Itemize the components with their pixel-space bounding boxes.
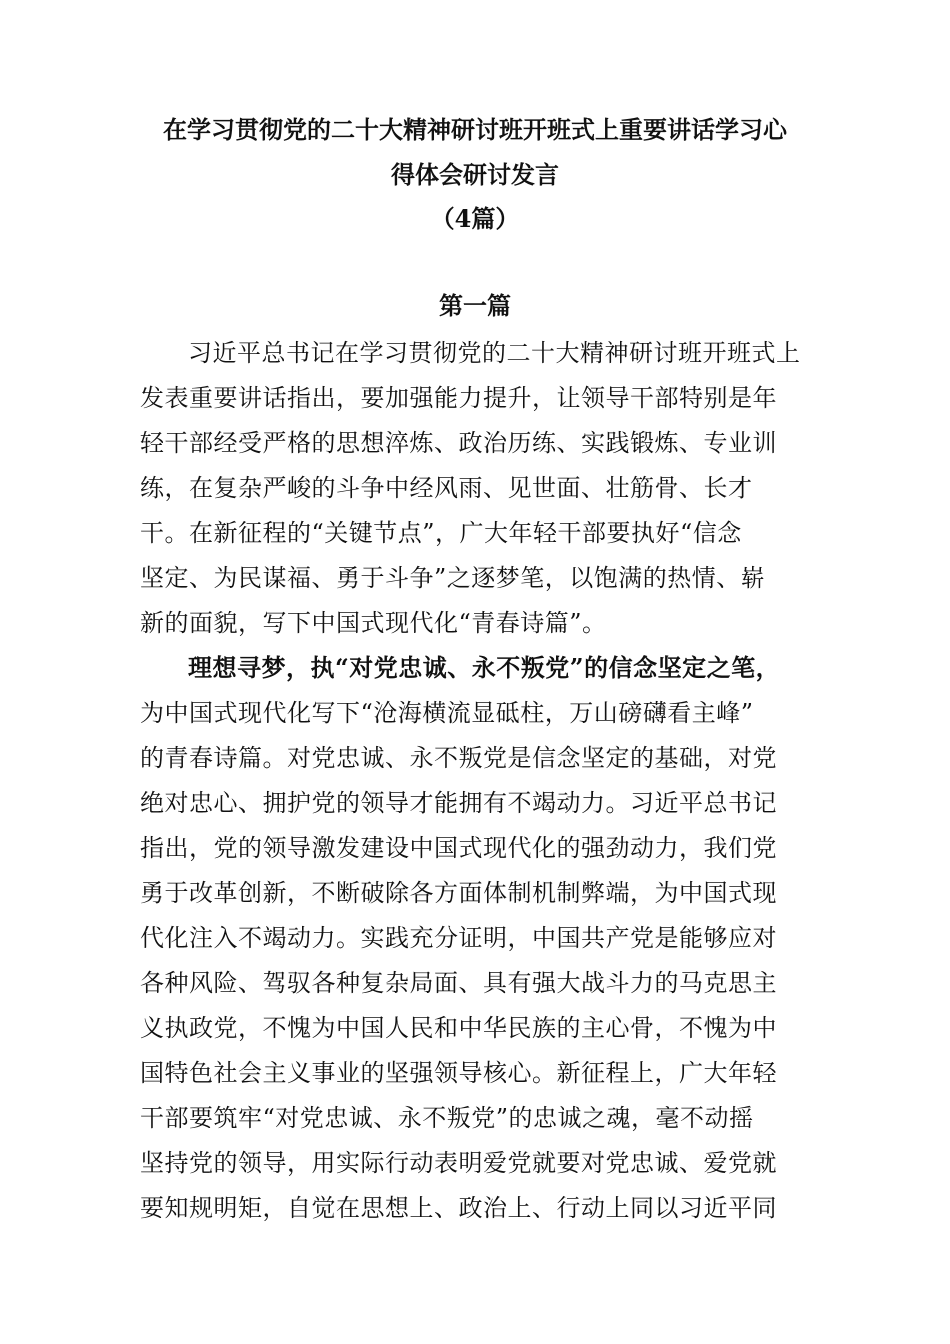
paragraph-1-line: 坚定、为民谋福、勇于斗争”之逐梦笔，以饱满的热情、崭	[140, 564, 766, 592]
paragraph-2-line: 绝对忠心、拥护党的领导才能拥有不竭动力。习近平总书记	[140, 789, 777, 817]
paragraph-2-line: 要知规明矩，自觉在思想上、政治上、行动上同以习近平同	[140, 1194, 777, 1222]
paragraph-2-line: 义执政党，不愧为中国人民和中华民族的主心骨，不愧为中	[140, 1014, 777, 1042]
paragraph-2-line: 代化注入不竭动力。实践充分证明，中国共产党是能够应对	[140, 924, 777, 952]
paragraph-1-line: 练，在复杂严峻的斗争中经风雨、见世面、壮筋骨、长才	[140, 474, 753, 502]
document-title-line-2: 得体会研讨发言	[391, 160, 559, 189]
document-title-count: （4篇）	[430, 204, 520, 233]
paragraph-2-lead: 理想寻梦，执“对党忠诚、永不叛党”的信念坚定之笔，	[188, 653, 781, 682]
document-title-line-1: 在学习贯彻党的二十大精神研讨班开班式上重要讲话学习心	[163, 115, 787, 144]
paragraph-1-line: 习近平总书记在学习贯彻党的二十大精神研讨班开班式上	[188, 339, 801, 367]
paragraph-2-line: 指出，党的领导激发建设中国式现代化的强劲动力，我们党	[140, 834, 777, 862]
paragraph-2-line: 勇于改革创新，不断破除各方面体制机制弊端，为中国式现	[140, 879, 777, 907]
paragraph-1-line: 新的面貌，写下中国式现代化“青春诗篇”。	[140, 609, 607, 637]
paragraph-1-line: 干。在新征程的“关键节点”，广大年轻干部要执好“信念	[140, 519, 742, 547]
paragraph-2-line: 坚持党的领导，用实际行动表明爱党就要对党忠诚、爱党就	[140, 1149, 777, 1177]
paragraph-1-line: 轻干部经受严格的思想淬炼、政治历练、实践锻炼、专业训	[140, 429, 777, 457]
paragraph-2-line: 干部要筑牢“对党忠诚、永不叛党”的忠诚之魂，毫不动摇	[140, 1104, 754, 1132]
paragraph-1-line: 发表重要讲话指出，要加强能力提升，让领导干部特别是年	[140, 384, 777, 412]
paragraph-2-line: 为中国式现代化写下“沧海横流显砥柱，万山磅礴看主峰”	[140, 699, 754, 727]
paragraph-2-line: 的青春诗篇。对党忠诚、永不叛党是信念坚定的基础，对党	[140, 744, 777, 772]
section-heading: 第一篇	[439, 291, 511, 320]
paragraph-2-line: 国特色社会主义事业的坚强领导核心。新征程上，广大年轻	[140, 1059, 777, 1087]
paragraph-2-line: 各种风险、驾驭各种复杂局面、具有强大战斗力的马克思主	[140, 969, 777, 997]
